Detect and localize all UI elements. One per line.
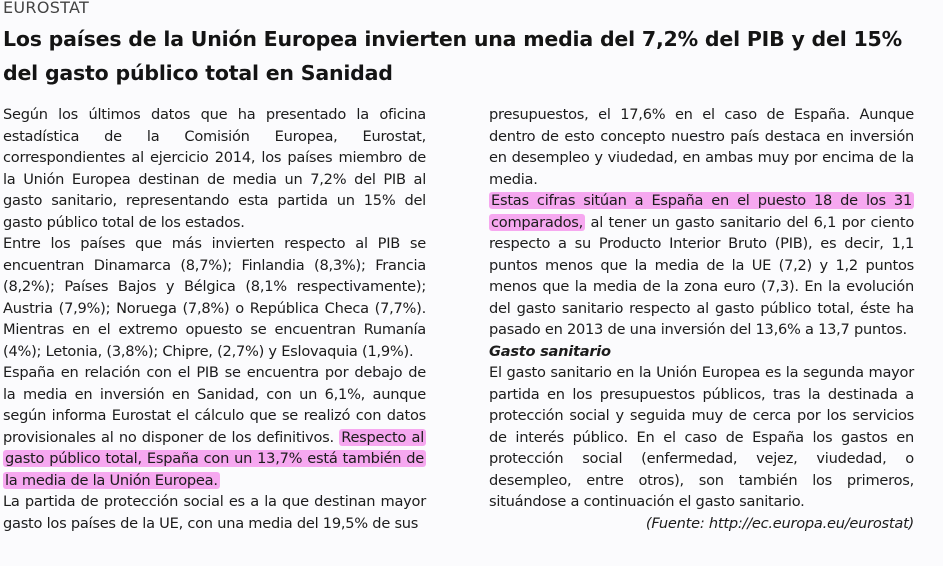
paragraph-budgets: presupuestos, el 17,6% en el caso de España. Aunque dentro de esto concepto nuestro país destaca en inversión en desempleo y viudedad, en ambas muy por encima de la media.	[489, 106, 914, 188]
highlighted-text: Estas cifras sitúan a España en el puesto 18 de los 31 comparados,	[491, 192, 912, 231]
paragraph-ranking	[489, 190, 914, 341]
paragraph-spain-pib	[3, 362, 426, 491]
article-title: Los países de la Unión Europea invierten una media del 7,2% del PIB y del 15% del gasto público total en Sanidad	[3, 27, 902, 85]
right-column	[489, 104, 914, 534]
subheading-gasto-sanitario: Gasto sanitario	[489, 342, 611, 360]
highlighted-text: Respecto al gasto público total, España con un 13,7% está también de la media de la Unión Europea.	[5, 428, 424, 489]
paragraph-spain-pib-text: España en relación con el PIB se encuentra por debajo de la media en inversión en Sanidad, con un 6,1%, aunque según informa Eurostat el cálculo que se realizó con datos provisionales al no disponer de los definitivos.	[3, 364, 426, 446]
paragraph-top-countries: Entre los países que más invierten respecto al PIB se encuentran Dinamarca (8,7%); Finlandia (8,3%); Francia (8,2%); Países Bajos y Bélgica (8,1% respectivamente); Austria (7,9%); Noruega (7,8%) o República Checa (7,7%). Mientras en el extremo opuesto se encuentran Rumanía (4%); Letonia, (3,8%); Chipre, (2,7%) y Eslovaquia (1,9%).	[3, 235, 426, 360]
source-credit: (Fuente: http://ec.europa.eu/eurostat)	[645, 514, 914, 532]
paragraph-ranking-text: al tener un gasto sanitario del 6,1 por ciento respecto a su Producto Interior Bruto (PIB), es decir, 1,1 puntos menos que la media de la UE (7,2) y 1,2 puntos menos que la media de la zona euro (7,3). En la evolución del gasto sanitario respecto al gasto público total, éste ha pasado en 2013 de una inversión del 13,6% a 13,7 puntos.	[489, 213, 914, 338]
paragraph-social-protection: La partida de protección social es a la que destinan mayor gasto los países de la UE, con una media del 19,5% de sus	[3, 493, 426, 532]
left-column	[3, 104, 426, 534]
source-label: EUROSTAT	[3, 0, 90, 17]
paragraph-health-spending: El gasto sanitario en la Unión Europea es la segunda mayor partida en los presupuestos públicos, tras la destinada a protección social y seguida muy de cerca por los servicios de interés público. En el caso de España los gastos en protección social (enfermedad, vejez, viudedad, o desempleo, entre otros), son también los primeros, situándose a continuación el gasto sanitario.	[489, 364, 914, 510]
paragraph-intro: Según los últimos datos que ha presentado la oficina estadística de la Comisión Europea, Eurostat, correspondientes al ejercicio 2014, los países miembro de la Unión Europea destinan de media un 7,2% del PIB al gasto sanitario, representando esta partida un 15% del gasto público total de los estados.	[3, 106, 426, 231]
